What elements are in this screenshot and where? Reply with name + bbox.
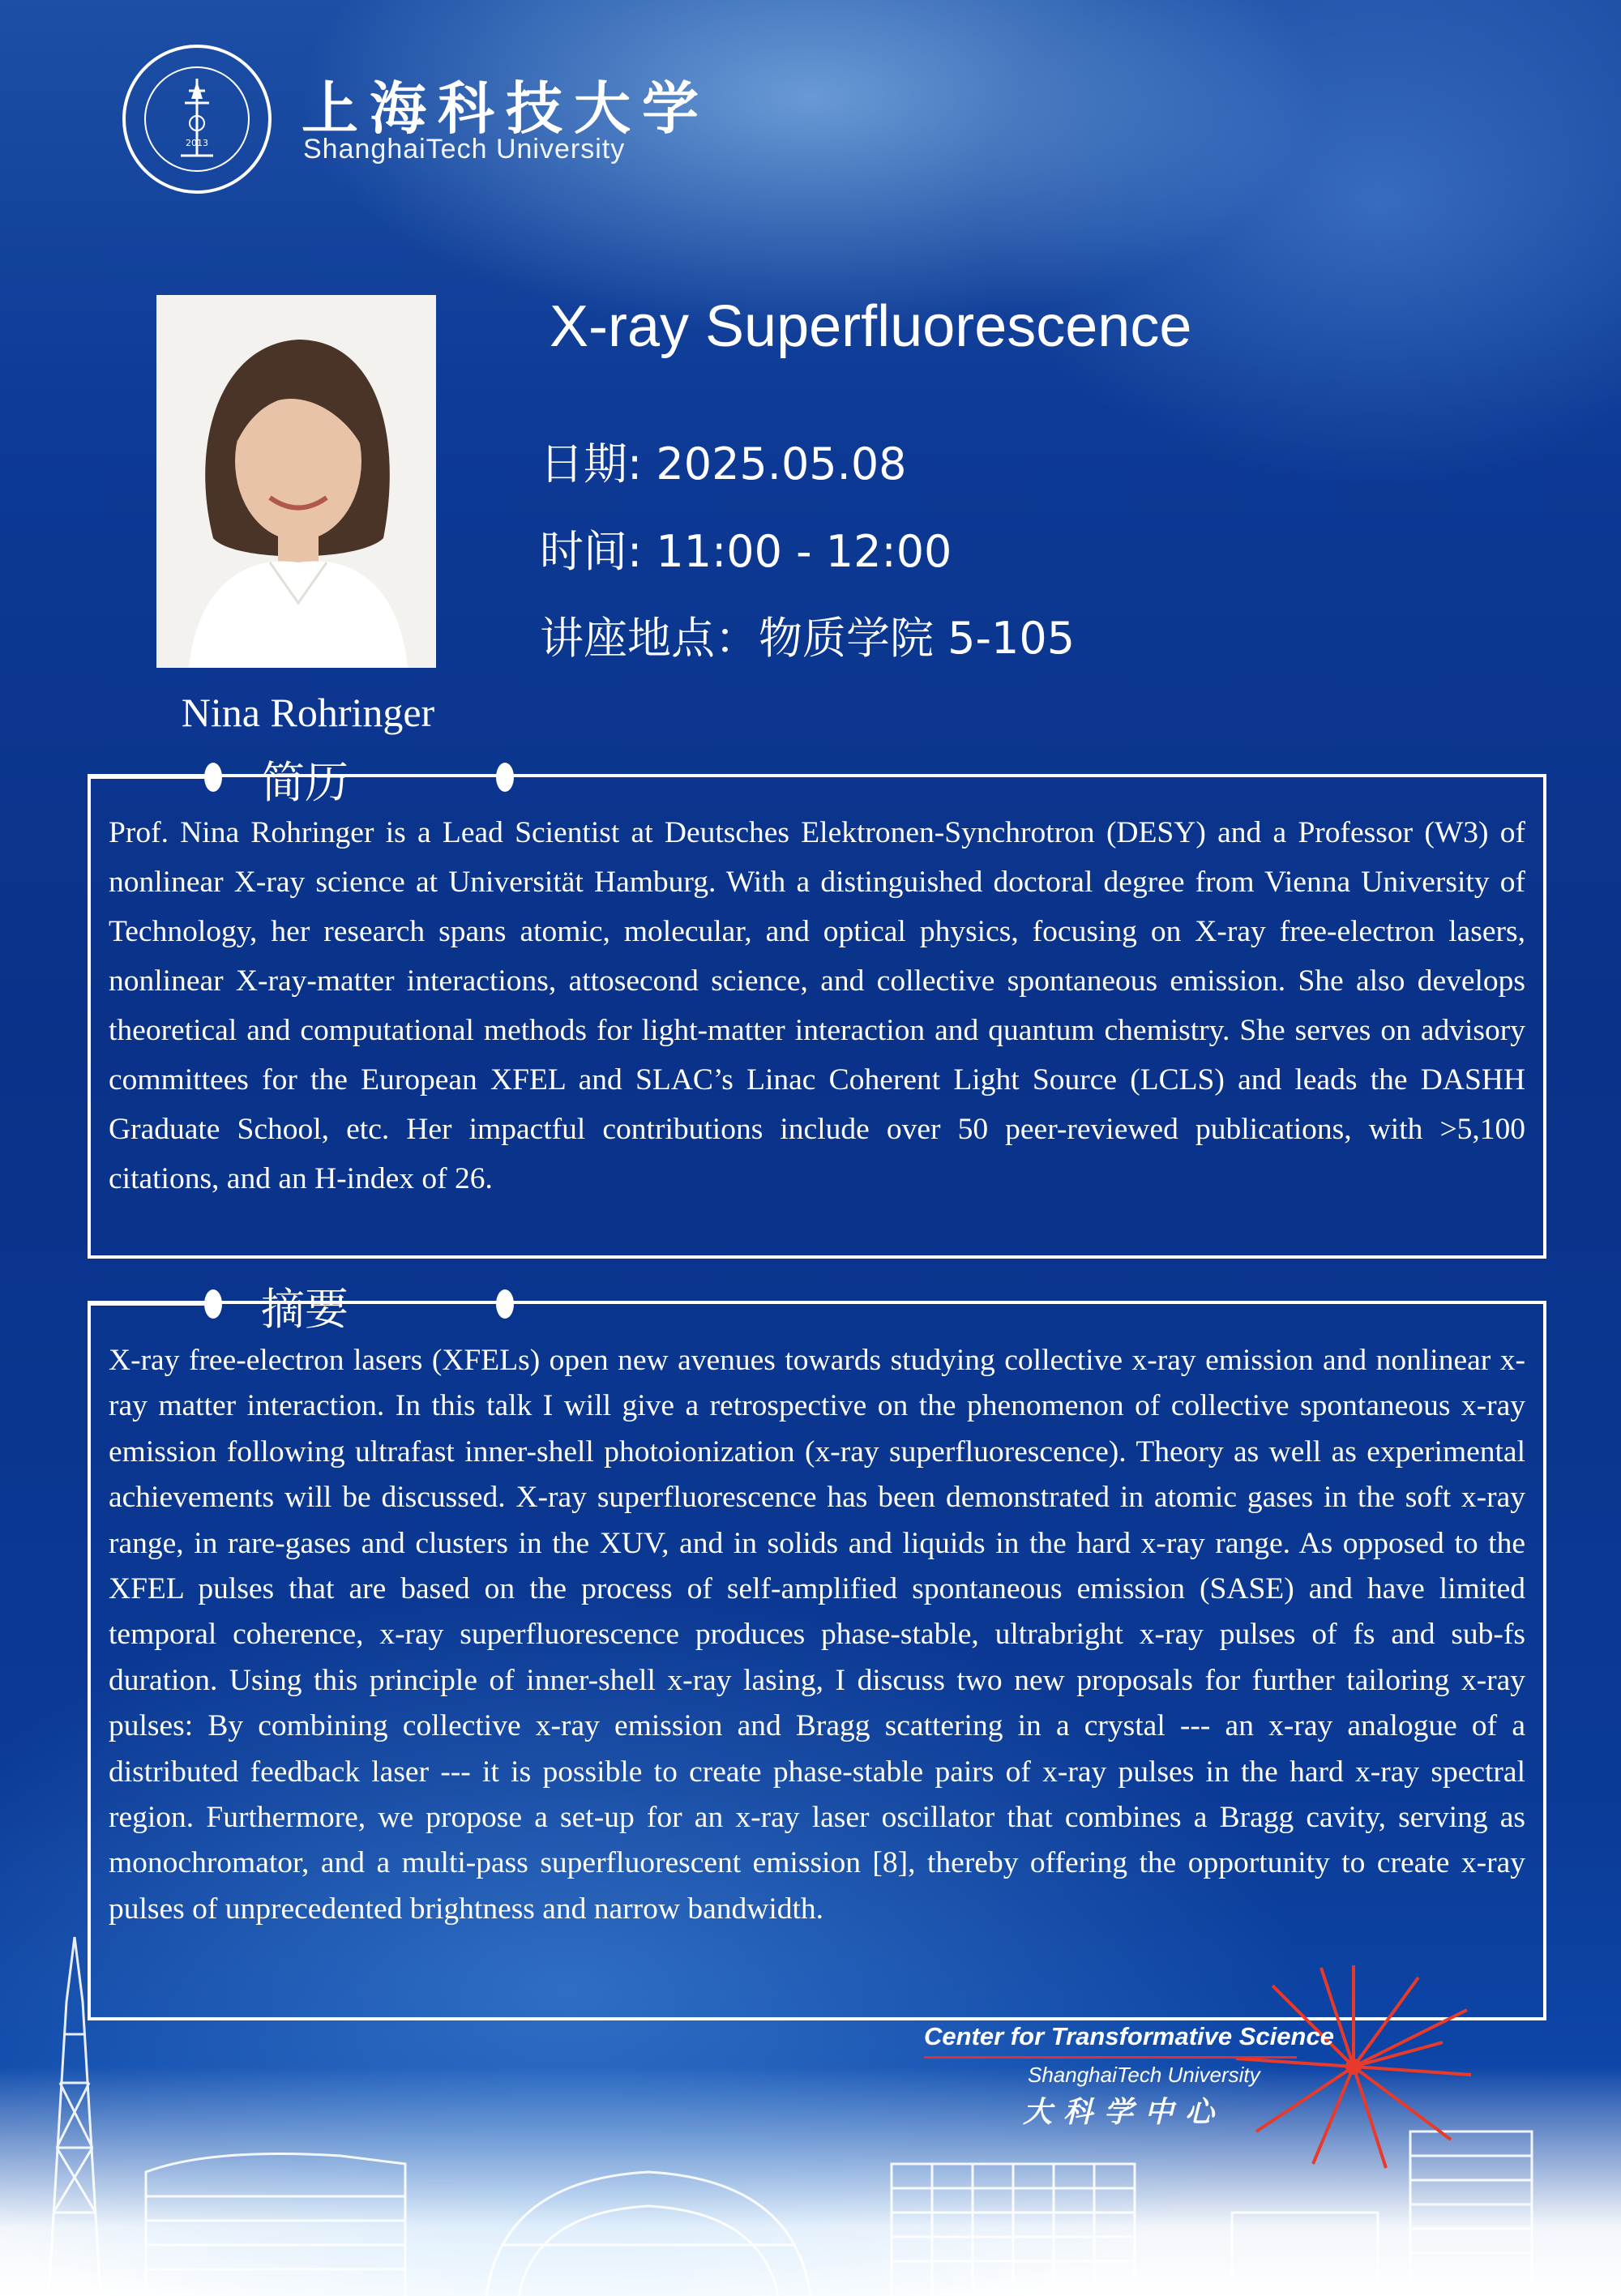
heading-dot-right: [496, 763, 514, 792]
bio-section: [88, 757, 1546, 1259]
heading-dot-right: [496, 1289, 514, 1319]
heading-dot-left: [204, 1289, 222, 1319]
university-name-cn: 上海科技大学: [302, 75, 710, 142]
center-university: ShanghaiTech University: [1028, 2063, 1260, 2087]
talk-date: 日期: 2025.05.08: [540, 438, 907, 490]
heading-line-left: [91, 1302, 204, 1306]
heading-line-left: [91, 776, 204, 779]
bio-text: Prof. Nina Rohringer is a Lead Scientist at Deutsches Elektronen-Synchrotron (DESY) and a Professor (W3) of nonlinear X-ray science at Universität Hamburg. With a distinguished doctoral degree from Vienna University of Technology, her research spans atomic, molecular, and optical physics, focusing on X-ray free-electron lasers, nonlinear X-ray-matter interactions, attosecond science, and collective spontaneous emission. She also develops theoretical and computational methods for light-matter interaction and quantum chemistry. She serves on advisory committees for the European XFEL and SLAC’s Linac Coherent Light Source (LCLS) and leads the DASHH Graduate School, etc. Her impactful contributions include over 50 peer-reviewed publications, with >5,100 citations, and an H-index of 26.: [109, 816, 1525, 1195]
university-seal-logo: [120, 42, 274, 196]
talk-time: 时间: 11:00 - 12:00: [540, 526, 952, 577]
heading-dot-left: [204, 763, 222, 792]
abstract-heading: 摘要: [261, 1284, 349, 1335]
seal-year: 2013: [186, 138, 208, 148]
speaker-name: Nina Rohringer: [181, 690, 435, 735]
starburst-icon: [1232, 1961, 1475, 2172]
talk-venue: 讲座地点：物质学院 5-105: [540, 613, 1076, 664]
center-name-en: Center for Transformative Science: [924, 2022, 1334, 2050]
speaker-photo: [156, 295, 436, 668]
talk-title: X-ray Superfluorescence: [550, 294, 1192, 359]
bio-heading: 简历: [261, 757, 349, 808]
center-divider: [924, 2056, 1297, 2059]
abstract-text: X-ray free-electron lasers (XFELs) open new avenues towards studying collective x-ray emission and nonlinear x-ray matter interaction. In this talk I will give a retrospective on the phenomenon of collective spontaneous x-ray emission following ultrafast inner-shell photoionization (x-ray superfluorescence). Theory as well as experimental achievements will be discussed. X-ray superfluorescence has been demonstrated in atomic gases in the soft x-ray range, in rare-gases and clusters in the XUV, and in solids and liquids in the hard x-ray range. As opposed to the XFEL pulses that are based on the process of self-amplified spontaneous emission (SASE) and have limited temporal coherence, x-ray superfluorescence produces phase-stable, ultrabright x-ray pulses of fs and sub-fs duration. Using this principle of inner-shell x-ray lasing, I discuss two new proposals for further tailoring x-ray pulses: By combining collective x-ray emission and Bragg scattering in a crystal --- an x-ray analogue of a distributed feedback laser --- it is possible to create phase-stable pairs of x-ray pulses in the hard x-ray spectral region. Furthermore, we propose a set-up for an x-ray laser oscillator that combines a Bragg cavity, serving as monochromator, and a multi-pass superfluorescent emission [8], thereby offering the opportunity to create x-ray pulses of unprecedented brightness and narrow bandwidth.: [109, 1344, 1525, 1926]
university-name-en: ShanghaiTech University: [303, 134, 626, 165]
center-name-cn: 大科学中心: [1023, 2096, 1226, 2129]
